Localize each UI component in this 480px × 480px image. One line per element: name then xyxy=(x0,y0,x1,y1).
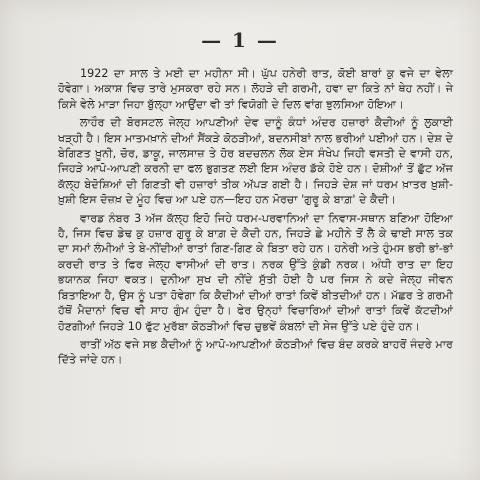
paragraph-1: 1922 ਦਾ ਸਾਲ ਤੇ ਮਈ ਦਾ ਮਹੀਨਾ ਸੀ। ਘੁੱਪ ਹਨੇਰੀ ਰਾਤ, ਕੋਈ ਬਾਰਾਂ ਕੁ ਵਜੇ ਦਾ ਵੇਲਾ ਹੋਵੇਗਾ। ਅਕਾਸ਼ ਵਿਚ ਤਾਰੇ ਮੁਸਕਰਾ ਰਹੇ ਸਨ। ਲੋਹੜੇ ਦੀ ਗਰਮੀ, ਹਵਾ ਦਾ ਕਿਤੇ ਨਾਂ ਥੇਹ ਨਹੀਂ। ਜੇ ਕਿਸੇ ਵੇਲੇ ਮਾੜਾ ਜਿਹਾ ਬੁੱਲ੍ਹਾ ਆਉਂਦਾ ਵੀ ਤਾਂ ਵਿਯੋਗੀ ਦੇ ਦਿਲ ਵਾਂਗ ਝੁਲਸਿਆ ਹੋਇਆ। xyxy=(58,67,453,111)
paragraph-3: ਵਾਰਡ ਨੰਬਰ 3 ਅੱਜ ਕੱਲ੍ਹ ਇਹੋ ਜਿਹੇ ਧਰਮ-ਪਰਵਾਨਿਆਂ ਦਾ ਨਿਵਾਸ-ਸਥਾਨ ਬਣਿਆ ਹੋਇਆ ਹੈ, ਜਿਸ ਵਿਚ ਡੇਢ ਕੁ ਹਜ਼ਾਰ ਗੁਰੂ ਕੇ ਬਾਗ਼ ਦੇ ਕੈਦੀ ਹਨ, ਜਿਹੜੇ ਛੇ ਮਹੀਨੇ ਤੋਂ ਲੈ ਕੇ ਢਾਈ ਸਾਲ ਤਕ ਦਾ ਸਮਾਂ ਲੰਮੀਆਂ ਤੇ ਬੇ-ਨੀਂਦੀਆਂ ਰਾਤਾਂ ਗਿਣ-ਗਿਣ ਕੇ ਬਿਤਾ ਰਹੇ ਹਨ। ਹਨੇਰੀ ਅਤੇ ਹੁੰਮਸ ਭਰੀ ਭਾਂ-ਭਾਂ ਕਰਦੀ ਰਾਤ ਤੇ ਫਿਰ ਜੇਲ੍ਹ ਵਾਸੀਆਂ ਦੀ ਰਾਤ। ਨਰਕ ਉੱਤੇ ਕੁੰਡੀ ਨਰਕ। ਅੰਧੀ ਰਾਤ ਦਾ ਇਹ ਭਯਾਨਕ ਜਿਹਾ ਵਕਤ। ਦੁਨੀਆ ਸੁਖ ਦੀ ਨੀਂਦੇ ਸੁੱਤੀ ਹੋਈ ਹੈ ਪਰ ਜਿਸ ਨੇ ਕਦੇ ਜੇਲ੍ਹ ਜੀਵਨ ਬਿਤਾਇਆ ਹੈ, ਉਸ ਨੂੰ ਪਤਾ ਹੋਵੇਗਾ ਕਿ ਕੈਦੀਆਂ ਦੀਆਂ ਰਾਤਾਂ ਕਿਵੇਂ ਬੀਤਦੀਆਂ ਹਨ। ਮੱਛਰ ਤੇ ਗਰਮੀ ਹੱਥੋਂ ਮੈਦਾਨਾਂ ਵਿਚ ਵੀ ਸਾਹ ਗੁੰਮ ਹੁੰਦਾ ਹੈ। ਫੇਰ ਉਨ੍ਹਾਂ ਵਿਚਾਰਿਆਂ ਦੀਆਂ ਰਾਤਾਂ ਕਿਵੇਂ ਕੱਟਦੀਆਂ ਹੋਣਗੀਆਂ ਜਿਹੜੇ 10 ਫੁੱਟ ਮੁਰੱਬਾ ਕੋਠੜੀਆਂ ਵਿਚ ਚੁਭਵੇਂ ਕੰਬਲਾਂ ਦੀ ਸੇਜ ਉੱਤੇ ਪਏ ਹੁੰਦੇ ਹਨ। xyxy=(58,211,453,333)
body-text xyxy=(58,66,453,371)
chapter-heading: — 1 — xyxy=(201,28,279,52)
paragraph-2: ਲਾਹੌਰ ਦੀ ਬੋਰਸਟਲ ਜੇਲ੍ਹ ਆਪਣੀਆਂ ਦੇਵ ਦਾਨੂੰ ਕੰਧਾਂ ਅੰਦਰ ਹਜ਼ਾਰਾਂ ਕੈਦੀਆਂ ਨੂੰ ਲੁਕਾਈ ਖੜ੍ਹੀ ਹੈ। ਇਸ ਮਾਤਮਖ਼ਾਨੇ ਦੀਆਂ ਸੈਂਕੜੇ ਕੋਠੜੀਆਂ, ਬਦਨਸੀਬਾਂ ਨਾਲ ਭਰੀਆਂ ਪਈਆਂ ਹਨ। ਦੇਸ਼ ਦੇ ਬੇਗਿਣਤ ਖ਼ੂਨੀ, ਚੋਰ, ਡਾਕੂ, ਜਾਲਸਾਜ਼ ਤੇ ਹੋਰ ਬਦਚਲਨ ਲੋਕ ਏਸ ਸੰਖੇਪ ਜਿਹੀ ਵਸਤੀ ਦੇ ਵਾਸੀ ਹਨ, ਜਿਹੜੇ ਆਪੋ-ਆਪਣੀ ਕਰਨੀ ਦਾ ਫਲ ਭੁਗਤਣ ਲਈ ਇਸ ਅੰਦਰ ਡੱਕੇ ਹੋਏ ਹਨ। ਦੋਸ਼ੀਆਂ ਤੋਂ ਛੁੱਟ ਅੱਜ ਕੱਲ੍ਹ ਬੇਦੋਸ਼ਿਆਂ ਦੀ ਗਿਣਤੀ ਵੀ ਹਜ਼ਾਰਾਂ ਤੀਕ ਅੱਪੜ ਗਈ ਹੈ। ਜਿਹੜੇ ਦੇਸ਼ ਜਾਂ ਧਰਮ ਖ਼ਾਤਰ ਖ਼ੁਸ਼ੀ-ਖ਼ੁਸ਼ੀ ਇਸ ਦੋਜ਼ਖ਼ ਦੇ ਮੂੰਹ ਵਿਚ ਆ ਪਏ ਹਨ—ਇਹ ਹਨ ਮੋਰਚਾ 'ਗੁਰੂ ਕੇ ਬਾਗ਼' ਦੇ ਕੈਦੀ। xyxy=(58,116,453,207)
paragraph-4: ਰਾਤੀਂ ਅੱਠ ਵਜੇ ਸਭ ਕੈਦੀਆਂ ਨੂੰ ਆਪੋ-ਆਪਣੀਆਂ ਕੋਠੜੀਆਂ ਵਿਚ ਬੰਦ ਕਰਕੇ ਬਾਹਰੋਂ ਜੰਦਰੇ ਮਾਰ ਦਿੱਤੇ ਜਾਂਦੇ ਹਨ। xyxy=(58,337,453,367)
